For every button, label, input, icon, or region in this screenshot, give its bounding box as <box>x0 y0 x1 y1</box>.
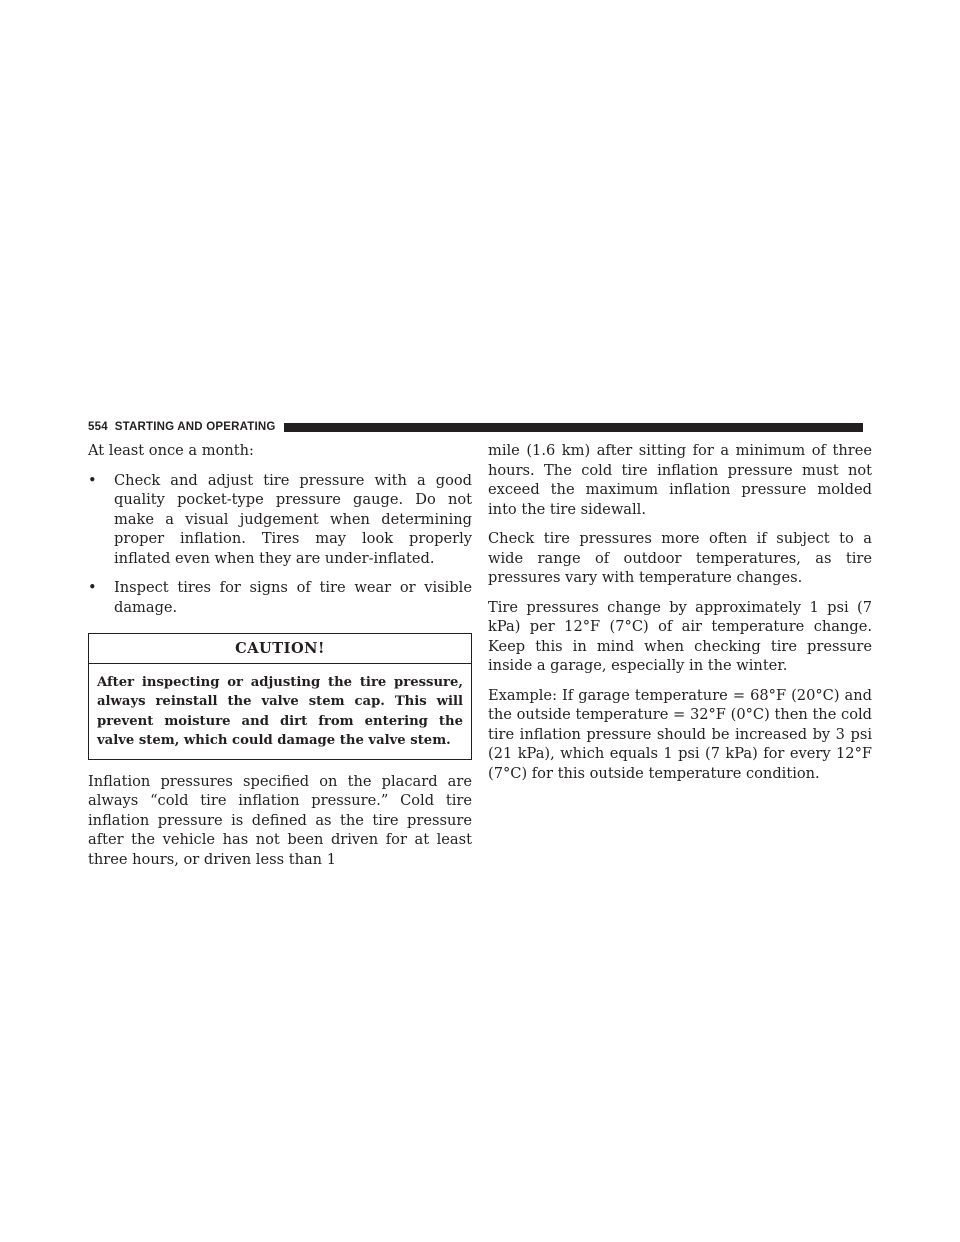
inflation-paragraph-continued: mile (1.6 km) after sitting for a minimum of three hours. The cold tire inflation pressure must not exceed the maximum inflation pressure molded into the tire sidewall. <box>488 442 872 518</box>
right-column <box>488 441 872 783</box>
bullet-icon: • <box>88 579 97 596</box>
temperature-range-paragraph: Check tire pressures more often if subject to a wide range of outdoor temperatures, as tire pressures vary with temperature changes. <box>488 530 872 586</box>
monthly-checklist <box>88 471 472 618</box>
example-paragraph: Example: If garage temperature = 68°F (20°C) and the outside temperature = 32°F (0°C) then the cold tire inflation pressure should be increased by 3 psi (21 kPa), which equals 1 psi (7 kPa) for every 12°F (7°C) for this outside temperature condition. <box>488 686 872 782</box>
list-item-text: Check and adjust tire pressure with a good quality pocket-type pressure gauge. Do not make a visual judgement when determining proper inflation. Tires may look properly inflated even when they are under-inflated. <box>114 471 472 567</box>
caution-body: After inspecting or adjusting the tire pressure, always reinstall the valve stem cap. This will prevent moisture and dirt from entering the valve stem, which could damage the valve stem. <box>97 674 463 748</box>
header-rule <box>284 423 863 432</box>
list-item <box>88 578 472 617</box>
pressure-change-paragraph: Tire pressures change by approximately 1 psi (7 kPa) per 12°F (7°C) of air temperature change. Keep this in mind when checking tire pressure inside a garage, especially in the winter. <box>488 598 872 674</box>
bullet-icon: • <box>88 471 97 489</box>
list-item <box>88 471 472 569</box>
left-column <box>88 441 472 869</box>
caution-title: CAUTION! <box>89 634 471 664</box>
list-item-text: Inspect tires for signs of tire wear or visible damage. <box>114 579 472 616</box>
caution-box <box>88 633 472 760</box>
section-title: STARTING AND OPERATING <box>114 421 276 433</box>
page-number: 554 <box>88 421 108 433</box>
page-header <box>88 420 863 434</box>
intro-text: At least once a month: <box>88 442 254 459</box>
inflation-paragraph: Inflation pressures specified on the placard are always “cold tire inflation pressure.” Cold tire inflation pressure is defined as the tire pressure after the vehicle has not been driven for at least three hours, or driven less than 1 <box>88 772 472 868</box>
